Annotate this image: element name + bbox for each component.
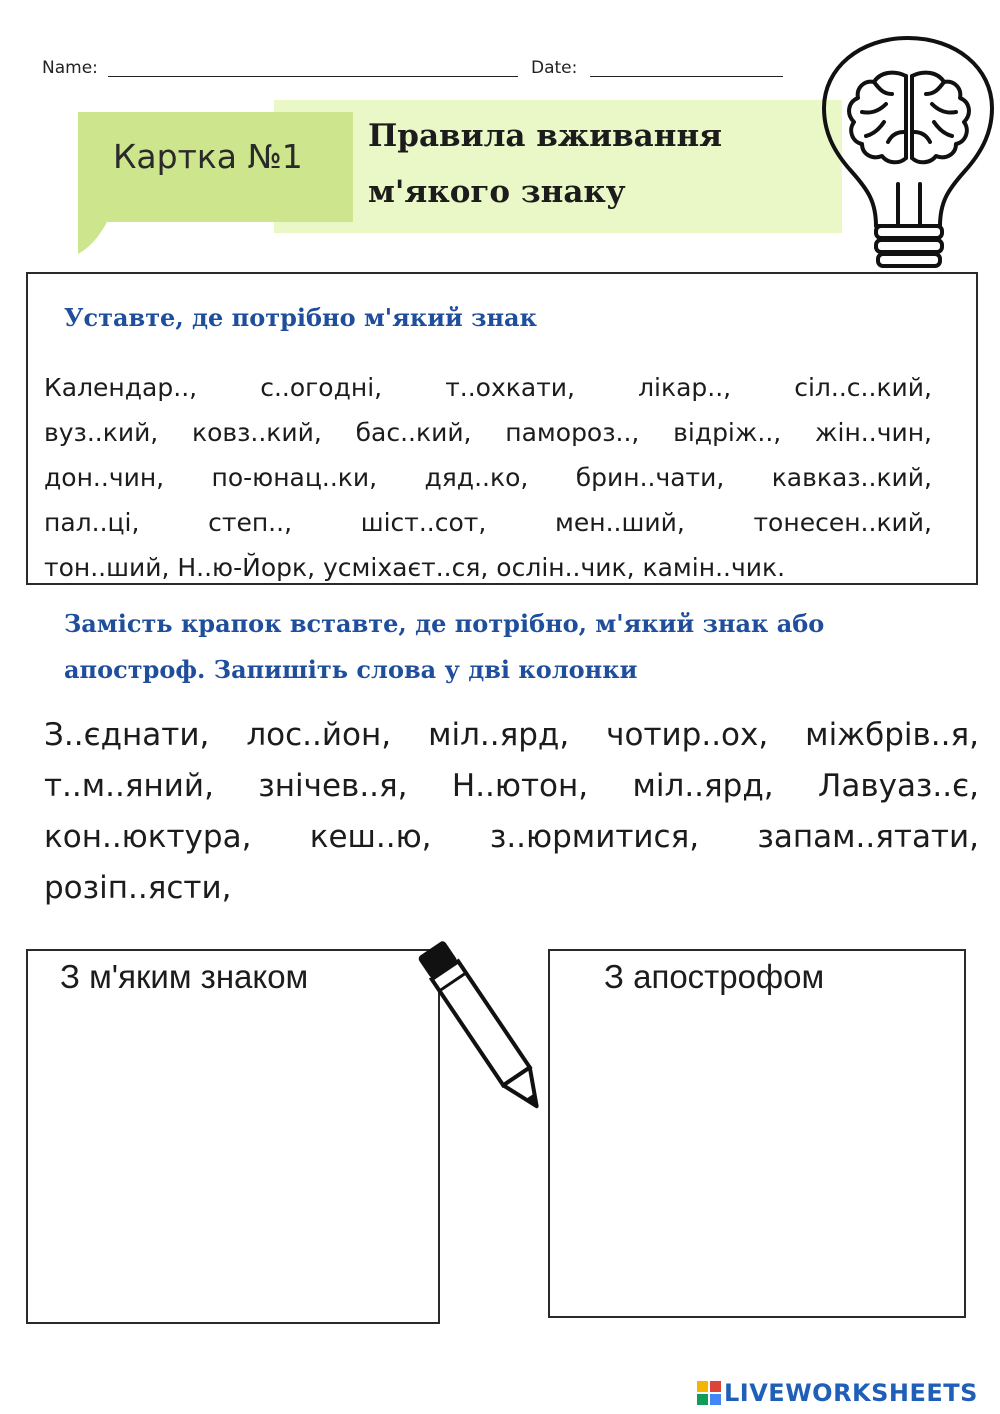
- exercise1-line: тон..ший, Н..ю-Йорк, усміхаєт..ся, ослін..чик, камін..чик.: [44, 553, 786, 582]
- pencil-icon: [412, 935, 572, 1145]
- page-title-line1: Правила вживання: [368, 118, 723, 154]
- page-title: [368, 108, 722, 220]
- date-field[interactable]: [590, 76, 783, 77]
- exercise1-line: Календар.., с..огодні, т..охкати, лікар.., сіл..с..кий,: [44, 373, 932, 402]
- exercise2-text: З..єднати, лос..йон, міл..ярд, чотир..ох, міжбрів..я, т..м..яний, знічев..я, Н..ютон, міл..ярд, Лавуаз..є, кон..юктура, кеш..ю, з..юрмитися, запам..ятати, розіп..ясти,: [44, 717, 979, 906]
- liveworksheets-logo[interactable]: LIVEWORKSHEETS: [724, 1379, 978, 1407]
- card-number: Картка №1: [113, 137, 303, 176]
- right-answer-box[interactable]: [548, 949, 966, 1318]
- exercise2-heading-line1: Замість крапок вставте, де потрібно, м'який знак або: [64, 609, 825, 638]
- exercise1-line: вуз..кий, ковз..кий, бас..кий, памороз.., відріж.., жін..чин,: [44, 418, 932, 447]
- liveworksheets-logo-icon: [697, 1381, 721, 1405]
- lightbulb-brain-icon: [818, 34, 1000, 274]
- card-bubble: [78, 112, 354, 257]
- exercise1-heading: Уставте, де потрібно м'який знак: [64, 303, 537, 332]
- left-column-label: З м'яким знаком: [60, 958, 309, 995]
- name-label: Name:: [42, 58, 98, 78]
- page-title-line2: м'якого знаку: [368, 174, 626, 210]
- date-label: Date:: [531, 58, 578, 78]
- exercise1-line: дон..чин, по-юнац..ки, дяд..ко, брин..чати, кавказ..кий,: [44, 463, 932, 492]
- exercise1-line: пал..ці, степ.., шіст..сот, мен..ший, тонесен..кий,: [44, 508, 932, 537]
- left-answer-box[interactable]: [26, 949, 440, 1324]
- name-field[interactable]: [108, 76, 518, 77]
- exercise2-heading-line2: апостроф. Запишіть слова у дві колонки: [64, 655, 638, 684]
- exercise2-heading: [64, 601, 824, 693]
- right-column-label: З апострофом: [604, 958, 825, 995]
- exercise1-text: [44, 365, 932, 590]
